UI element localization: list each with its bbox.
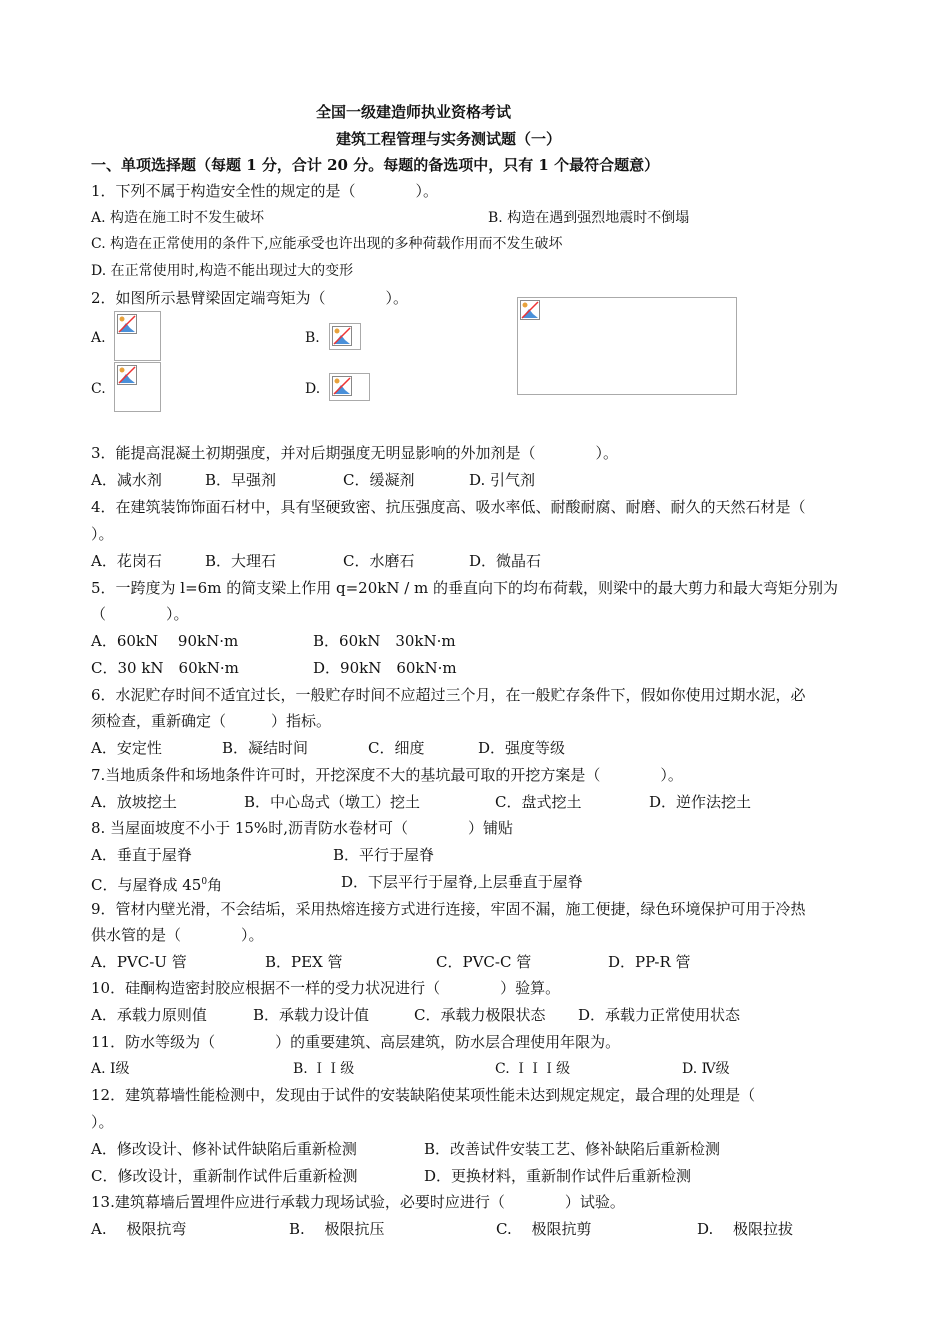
option-d: D．逆作法挖土 xyxy=(649,793,752,811)
option-b: B．中心岛式（墩工）挖土 xyxy=(244,793,421,811)
degree-superscript: 0 xyxy=(201,877,208,887)
option-b: B．早强剂 xyxy=(205,471,277,489)
option-c: C．PVC-C 管 xyxy=(436,953,532,971)
broken-image-icon xyxy=(117,365,137,385)
option-d: D. 引气剂 xyxy=(469,471,536,489)
question-stem: 8. 当屋面坡度不小于 15%时,沥青防水卷材可（ ）铺贴 xyxy=(91,819,513,837)
option-d: D．强度等级 xyxy=(478,739,566,757)
option-b: B．大理石 xyxy=(205,552,277,570)
question-stem: 13.建筑幕墙后置埋件应进行承载力现场试验，必要时应进行（ ）试验。 xyxy=(91,1193,625,1211)
option-a: A. 构造在施工时不发生破坏 xyxy=(91,210,265,226)
question-stem: 10．硅酮构造密封胶应根据不一样的受力状况进行（ ）验算。 xyxy=(91,979,561,997)
option-b: B. ＩＩ级 xyxy=(293,1061,355,1077)
question-stem: 12．建筑幕墙性能检测中，发现由于试件的安装缺陷使某项性能未达到规定规定，最合理的处理是（ xyxy=(91,1086,756,1104)
option-b: B．60kN 30kN·m xyxy=(313,632,456,650)
option-b: B．凝结时间 xyxy=(222,739,309,757)
exam-subtitle: 建筑工程管理与实务测试题（一） xyxy=(336,130,562,148)
option-c: C. ＩＩＩ级 xyxy=(495,1061,571,1077)
option-c: C．细度 xyxy=(368,739,425,757)
option-d: D. 在正常使用时,构造不能出现过大的变形 xyxy=(91,263,354,279)
option-b: B．改善试件安装工艺、修补缺陷后重新检测 xyxy=(424,1140,721,1158)
option-d: D. 极限拉拔 xyxy=(697,1220,794,1238)
option-c: C．缓凝剂 xyxy=(343,471,415,489)
option-d: D．PP-R 管 xyxy=(608,953,691,971)
option-c: C．水磨石 xyxy=(343,552,415,570)
question-stem-cont: ）。 xyxy=(91,525,114,543)
section-heading: 一、单项选择题（每题 1 分，合计 20 分。每题的备选项中，只有 1 个最符合题意） xyxy=(91,156,660,174)
option-a: A．花岗石 xyxy=(91,552,162,570)
question-stem: 6．水泥贮存时间不适宜过长，一般贮存时间不应超过三个月，在一般贮存条件下，假如你使用过期水泥，必 xyxy=(91,686,806,704)
option-d: D．90kN 60kN·m xyxy=(313,659,457,677)
broken-image-icon xyxy=(332,326,352,346)
question-stem: 1．下列不属于构造安全性的规定的是（ ）。 xyxy=(91,182,439,200)
exam-title: 全国一级建造师执业资格考试 xyxy=(316,103,512,121)
question-stem: 9．管材内壁光滑，不会结垢，采用热熔连接方式进行连接，牢固不漏，施工便捷，绿色环境保护可用于冷热 xyxy=(91,900,806,918)
question-stem: 4．在建筑装饰饰面石材中，具有坚硬致密、抗压强度高、吸水率低、耐酸耐腐、耐磨、耐久的天然石材是（ xyxy=(91,498,806,516)
option-c-image xyxy=(114,362,161,412)
option-d: D. Ⅳ级 xyxy=(682,1061,730,1077)
option-b: B．PEX 管 xyxy=(265,953,343,971)
question-stem: 5．一跨度为 l=6m 的简支梁上作用 q=20kN / m 的垂直向下的均布荷载，则梁中的最大剪力和最大弯矩分别为 xyxy=(91,579,839,597)
question-stem: 11．防水等级为（ ）的重要建筑、高层建筑，防水层合理使用年限为。 xyxy=(91,1033,621,1051)
broken-image-icon xyxy=(117,314,137,334)
option-b-image xyxy=(329,323,361,350)
question-stem-cont: 供水管的是（ ）。 xyxy=(91,926,264,944)
option-c-text: C．与屋脊成 45 xyxy=(91,876,202,894)
option-c-tail: 角 xyxy=(207,876,223,894)
option-c xyxy=(91,872,222,895)
option-d: D．承载力正常使用状态 xyxy=(578,1006,741,1024)
option-c: C. 构造在正常使用的条件下,应能承受也许出现的多种荷载作用而不发生破坏 xyxy=(91,236,563,252)
option-b: B．承载力设计值 xyxy=(253,1006,370,1024)
option-a: A．修改设计、修补试件缺陷后重新检测 xyxy=(91,1140,357,1158)
option-d: D．微晶石 xyxy=(469,552,542,570)
option-b: B. xyxy=(305,330,320,346)
question-stem: 2．如图所示悬臂梁固定端弯矩为（ ）。 xyxy=(91,289,409,307)
option-a: A．承载力原则值 xyxy=(91,1006,207,1024)
option-a: A．放坡挖土 xyxy=(91,793,177,811)
broken-image-icon xyxy=(332,376,352,396)
question-stem-cont: ）。 xyxy=(91,1113,114,1131)
option-c: C．30 kN 60kN·m xyxy=(91,659,239,677)
option-a: A. 极限抗弯 xyxy=(91,1220,187,1238)
option-d-image xyxy=(329,373,370,401)
option-d: D. xyxy=(305,381,321,397)
option-a-image xyxy=(114,311,161,361)
option-d: D．下层平行于屋脊,上层垂直于屋脊 xyxy=(341,873,583,891)
option-b: B. 构造在遇到强烈地震时不倒塌 xyxy=(488,210,690,226)
option-a: A．PVC-U 管 xyxy=(91,953,187,971)
option-a: A．减水剂 xyxy=(91,471,162,489)
option-a: A. xyxy=(91,330,106,346)
question-stem: 3．能提高混凝土初期强度，并对后期强度无明显影响的外加剂是（ ）。 xyxy=(91,444,619,462)
option-c: C. xyxy=(91,381,106,397)
option-a: A．60kN 90kN·m xyxy=(91,632,239,650)
question-stem-cont: （ ）。 xyxy=(91,605,189,623)
question-stem-cont: 须检查，重新确定（ ）指标。 xyxy=(91,712,332,730)
option-c: C．修改设计，重新制作试件后重新检测 xyxy=(91,1167,358,1185)
broken-image-icon xyxy=(520,300,540,320)
option-d: D．更换材料，重新制作试件后重新检测 xyxy=(424,1167,692,1185)
option-a: A．垂直于屋脊 xyxy=(91,846,192,864)
option-a: A. Ⅰ级 xyxy=(91,1061,130,1077)
option-c: C．承载力极限状态 xyxy=(414,1006,546,1024)
option-c: C．盘式挖土 xyxy=(495,793,582,811)
option-c: C. 极限抗剪 xyxy=(496,1220,592,1238)
question-stem: 7.当地质条件和场地条件许可时，开挖深度不大的基坑最可取的开挖方案是（ ）。 xyxy=(91,766,683,784)
cantilever-beam-figure xyxy=(517,297,737,395)
option-b: B. 极限抗压 xyxy=(289,1220,385,1238)
option-a: A．安定性 xyxy=(91,739,162,757)
option-b: B．平行于屋脊 xyxy=(333,846,435,864)
